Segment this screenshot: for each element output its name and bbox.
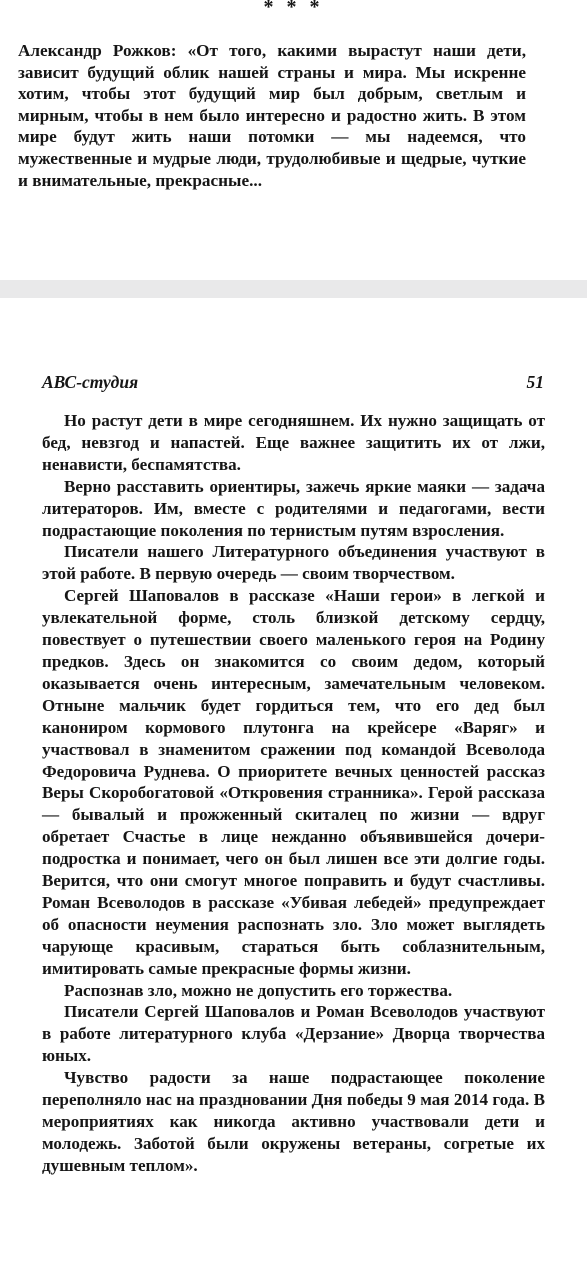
running-head [42,372,544,396]
paragraph: Писатели нашего Литературного объединения участвуют в этой работе. В первую очередь — своим творчеством. [42,542,545,584]
paragraph: Но растут дети в мире сегодняшнем. Их нужно защищать от бед, невзгод и напастей. Еще важнее защитить их от лжи, ненависти, беспамятства. [42,411,545,474]
paragraph: Распознав зло, можно не допустить его торжества. [64,980,453,1000]
running-title: АВС-студия [42,372,139,392]
body-text [42,410,545,1177]
paragraph: Писатели Сергей Шаповалов и Роман Всеволодов участвуют в работе литературного клуба «Дерзание» Дворца творчества юных. [42,1002,545,1066]
page-gap [0,280,587,298]
section-separator: * * * [263,0,324,18]
top-page [0,0,587,280]
paragraph: Чувство радости за наше подрастающее поколение переполняло нас на праздновании Дня победы 9 мая 2014 года. В мероприятиях как никогда активно участвовали дети и молодежь. Заботой были окружены ветераны, согретые их душевным теплом». [42,1068,545,1175]
paragraph: Верно расставить ориентиры, зажечь яркие маяки — задача литераторов. Им, вместе с родителями и педагогами, вести подрастающие поколения по тернистым путям взросления. [42,476,545,540]
page-number: 51 [526,372,544,392]
paragraph: Сергей Шаповалов в рассказе «Наши герои» в легкой и увлекательной форме, столь близкой детскому сердцу, повествует о путешествии своего маленького героя на Родину предков. Здесь он знакомится со своим дедом, который оказывается очень интересным, замечательным человеком. Отныне мальчик будет гордиться тем, что его дед был канониром кормового плутонга на крейсере «Варяг» и участвовал в знаменитом сражении под командой Всеволода Федоровича Руднева. О приоритете вечных ценностей рассказ Веры Скоробогатовой «Откровения странника». Герой рассказа — бывалый и прожженный скиталец по жизни — вдруг обретает Счастье в лице нежданно объявившейся дочери-подростка и понимает, чего он был лишен все эти долгие годы. Верится, что они смогут многое поправить и будут счастливы. Роман Всеволодов в рассказе «Убивая лебедей» предупреждает об опасности неумения распознать зло. Зло может выглядеть чарующе красивым, стараться быть соблазнительным, имитировать самые прекрасные формы жизни. [42,586,545,978]
quote-paragraph: Александр Рожков: «От того, какими вырастут наши дети, зависит будущий облик нашей страны и мира. Мы искренне хотим, чтобы этот будущий мир был добрым, светлым и мирным, чтобы в нем было интересно и радостно жить. В этом мире будут жить наши потомки — мы надеемся, что мужественные и мудрые люди, трудолюбивые и щедрые, чуткие и внимательные, прекрасные... [18,41,526,190]
